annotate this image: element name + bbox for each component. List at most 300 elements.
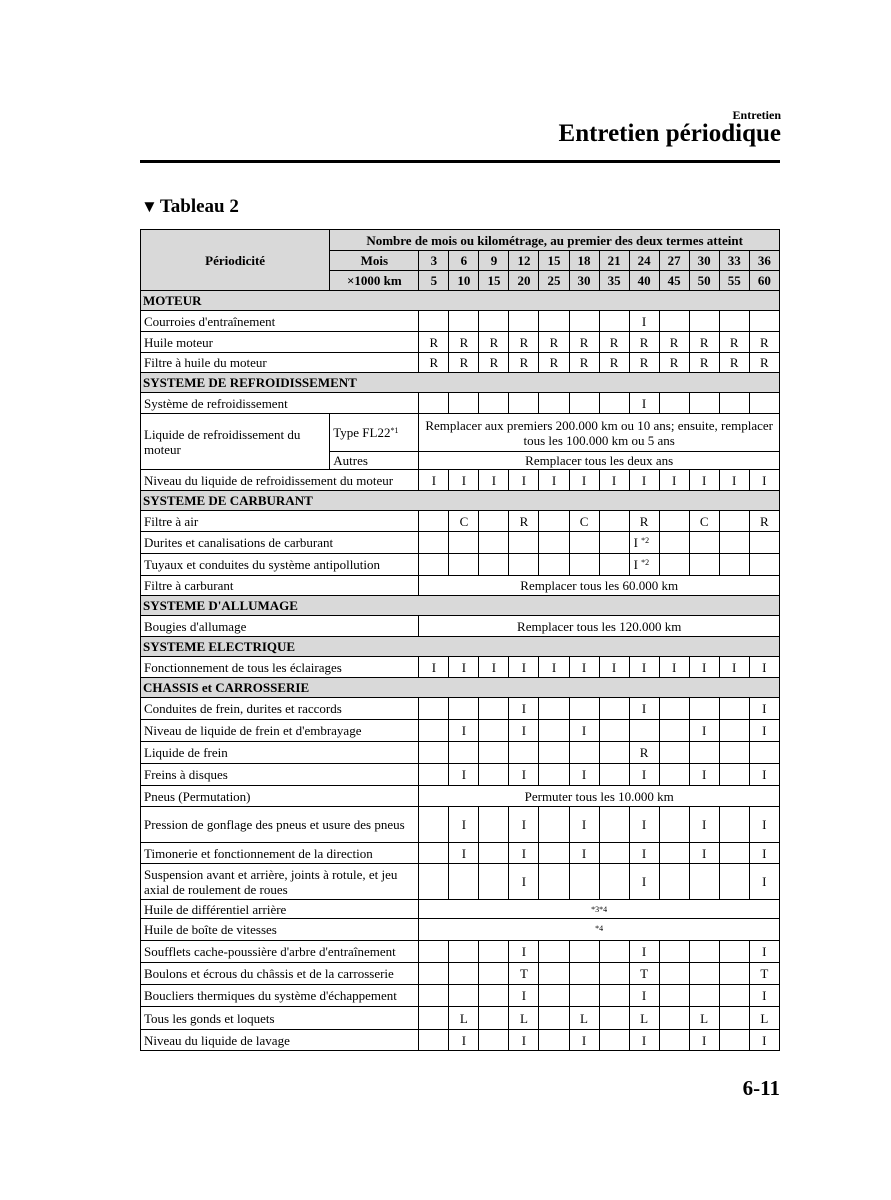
interval-cell bbox=[479, 532, 509, 554]
table-heading bbox=[141, 196, 239, 218]
interval-cell bbox=[479, 393, 509, 414]
interval-cell: I bbox=[629, 764, 659, 786]
interval-cell: R bbox=[449, 332, 479, 353]
table-row bbox=[141, 786, 780, 807]
interval-cell: I bbox=[749, 807, 779, 843]
months-label: Mois bbox=[330, 251, 419, 271]
page-title: Entretien périodique bbox=[558, 120, 781, 147]
interval-cell: I bbox=[509, 807, 539, 843]
interval-cell: R bbox=[509, 511, 539, 532]
interval-cell: R bbox=[629, 742, 659, 764]
maintenance-schedule-table bbox=[140, 229, 780, 1051]
interval-cell bbox=[479, 941, 509, 963]
item-label: Pression de gonflage des pneus et usure des pneus bbox=[141, 807, 419, 843]
interval-cell: L bbox=[569, 1007, 599, 1030]
interval-cell: L bbox=[689, 1007, 719, 1030]
interval-cell bbox=[569, 532, 599, 554]
interval-cell: I bbox=[719, 657, 749, 678]
interval-cell bbox=[479, 720, 509, 742]
interval-cell bbox=[719, 720, 749, 742]
interval-cell bbox=[419, 941, 449, 963]
item-label: Liquide de refroidissement du moteur bbox=[141, 414, 330, 470]
item-label: Niveau du liquide de refroidissement du moteur bbox=[141, 470, 419, 491]
interval-cell: I bbox=[449, 843, 479, 864]
interval-cell: L bbox=[749, 1007, 779, 1030]
interval-cell: I bbox=[689, 843, 719, 864]
interval-cell bbox=[599, 864, 629, 900]
interval-cell bbox=[659, 985, 689, 1007]
interval-cell: I bbox=[509, 470, 539, 491]
interval-cell bbox=[449, 941, 479, 963]
interval-cell: I bbox=[629, 311, 659, 332]
interval-cell bbox=[509, 742, 539, 764]
month-header: 12 bbox=[509, 251, 539, 271]
interval-text: Remplacer aux premiers 200.000 km ou 10 ans; ensuite, remplacer tous les 100.000 km ou 5 ans bbox=[419, 414, 780, 452]
interval-cell: I bbox=[629, 1030, 659, 1051]
month-header: 9 bbox=[479, 251, 509, 271]
km-header: 25 bbox=[539, 271, 569, 291]
interval-cell: I bbox=[569, 1030, 599, 1051]
interval-cell bbox=[539, 554, 569, 576]
interval-cell: I bbox=[629, 807, 659, 843]
km-header: 55 bbox=[719, 271, 749, 291]
interval-cell: I bbox=[539, 470, 569, 491]
interval-cell bbox=[599, 698, 629, 720]
interval-cell: R bbox=[659, 332, 689, 353]
interval-cell: T bbox=[749, 963, 779, 985]
interval-text: Remplacer tous les deux ans bbox=[419, 452, 780, 470]
km-header: 60 bbox=[749, 271, 779, 291]
interval-cell: L bbox=[449, 1007, 479, 1030]
interval-cell bbox=[449, 864, 479, 900]
interval-cell bbox=[539, 985, 569, 1007]
month-header: 36 bbox=[749, 251, 779, 271]
item-label: Soufflets cache-poussière d'arbre d'entraînement bbox=[141, 941, 419, 963]
page-number: 6-11 bbox=[742, 1076, 780, 1100]
interval-cell bbox=[719, 554, 749, 576]
interval-cell bbox=[539, 720, 569, 742]
item-label: Filtre à air bbox=[141, 511, 419, 532]
table-row bbox=[141, 698, 780, 720]
interval-cell: I bbox=[599, 470, 629, 491]
interval-cell: I bbox=[539, 657, 569, 678]
interval-cell: I bbox=[719, 470, 749, 491]
interval-cell bbox=[479, 1030, 509, 1051]
inspect-value: I bbox=[633, 557, 638, 572]
interval-cell: I bbox=[509, 764, 539, 786]
interval-cell bbox=[419, 311, 449, 332]
coolant-type-label: Type FL22 bbox=[333, 425, 391, 440]
interval-cell bbox=[719, 941, 749, 963]
interval-cell bbox=[479, 511, 509, 532]
interval-cell: R bbox=[569, 353, 599, 373]
interval-cell: I bbox=[749, 470, 779, 491]
interval-cell bbox=[659, 764, 689, 786]
interval-cell: I bbox=[479, 470, 509, 491]
interval-cell bbox=[599, 1007, 629, 1030]
interval-cell: I bbox=[749, 864, 779, 900]
interval-cell: I bbox=[749, 720, 779, 742]
interval-cell: I bbox=[749, 1030, 779, 1051]
item-label: Niveau du liquide de lavage bbox=[141, 1030, 419, 1051]
interval-cell: I bbox=[659, 470, 689, 491]
interval-cell bbox=[569, 311, 599, 332]
interval-cell bbox=[539, 742, 569, 764]
interval-cell: I bbox=[449, 470, 479, 491]
interval-cell bbox=[539, 532, 569, 554]
interval-cell bbox=[539, 941, 569, 963]
interval-cell bbox=[419, 864, 449, 900]
interval-cell bbox=[449, 554, 479, 576]
category-refroid: SYSTEME DE REFROIDISSEMENT bbox=[141, 373, 780, 393]
item-label: Pneus (Permutation) bbox=[141, 786, 419, 807]
footnote-ref: *2 bbox=[641, 558, 650, 567]
month-header: 27 bbox=[659, 251, 689, 271]
interval-cell bbox=[509, 311, 539, 332]
interval-cell bbox=[539, 764, 569, 786]
interval-cell: I bbox=[749, 843, 779, 864]
interval-cell bbox=[689, 742, 719, 764]
interval-cell bbox=[569, 698, 599, 720]
interval-cell bbox=[569, 864, 599, 900]
km-header: 30 bbox=[569, 271, 599, 291]
interval-cell: R bbox=[749, 511, 779, 532]
interval-cell: I bbox=[749, 764, 779, 786]
category-row bbox=[141, 678, 780, 698]
interval-cell bbox=[599, 1030, 629, 1051]
interval-cell bbox=[689, 963, 719, 985]
interval-cell bbox=[449, 985, 479, 1007]
interval-cell: I bbox=[569, 720, 599, 742]
interval-cell: I bbox=[569, 764, 599, 786]
interval-cell: I bbox=[689, 657, 719, 678]
interval-cell: R bbox=[419, 353, 449, 373]
interval-cell bbox=[479, 698, 509, 720]
interval-cell: I bbox=[449, 720, 479, 742]
interval-cell: I bbox=[689, 764, 719, 786]
interval-cell: R bbox=[599, 353, 629, 373]
interval-cell bbox=[629, 554, 659, 576]
table-row bbox=[141, 576, 780, 596]
table-row bbox=[141, 919, 780, 941]
item-label: Tous les gonds et loquets bbox=[141, 1007, 419, 1030]
table-row bbox=[141, 616, 780, 637]
interval-cell: I bbox=[479, 657, 509, 678]
interval-cell: I bbox=[509, 941, 539, 963]
interval-cell bbox=[449, 393, 479, 414]
interval-cell bbox=[659, 1030, 689, 1051]
interval-cell: I bbox=[689, 807, 719, 843]
interval-cell bbox=[539, 511, 569, 532]
interval-cell: I bbox=[569, 843, 599, 864]
interval-cell: I bbox=[689, 720, 719, 742]
interval-cell bbox=[659, 1007, 689, 1030]
interval-cell bbox=[449, 698, 479, 720]
month-header: 33 bbox=[719, 251, 749, 271]
table-row bbox=[141, 393, 780, 414]
interval-cell bbox=[569, 963, 599, 985]
interval-cell: I bbox=[749, 657, 779, 678]
interval-text: Remplacer tous les 60.000 km bbox=[419, 576, 780, 596]
table-row bbox=[141, 554, 780, 576]
interval-cell bbox=[659, 963, 689, 985]
interval-cell bbox=[539, 311, 569, 332]
interval-cell bbox=[419, 698, 449, 720]
interval-cell bbox=[629, 532, 659, 554]
interval-cell bbox=[719, 393, 749, 414]
running-header-section: Entretien bbox=[732, 108, 781, 122]
interval-cell: I bbox=[509, 1030, 539, 1051]
interval-cell: I bbox=[449, 807, 479, 843]
interval-cell: R bbox=[479, 332, 509, 353]
interval-cell: R bbox=[539, 353, 569, 373]
category-row bbox=[141, 373, 780, 393]
interval-cell bbox=[719, 742, 749, 764]
table-row bbox=[141, 532, 780, 554]
interval-cell bbox=[479, 554, 509, 576]
interval-cell bbox=[719, 532, 749, 554]
interval-cell bbox=[479, 311, 509, 332]
interval-cell bbox=[659, 720, 689, 742]
interval-cell bbox=[719, 807, 749, 843]
month-header: 24 bbox=[629, 251, 659, 271]
category-row bbox=[141, 491, 780, 511]
footnote-ref: *2 bbox=[641, 536, 650, 545]
km-header: 40 bbox=[629, 271, 659, 291]
item-label: Courroies d'entraînement bbox=[141, 311, 419, 332]
km-header: 5 bbox=[419, 271, 449, 291]
interval-cell bbox=[659, 698, 689, 720]
interval-cell: R bbox=[719, 353, 749, 373]
interval-cell bbox=[689, 985, 719, 1007]
interval-cell bbox=[479, 807, 509, 843]
interval-cell bbox=[569, 941, 599, 963]
interval-cell: I bbox=[629, 393, 659, 414]
interval-cell bbox=[689, 698, 719, 720]
category-carburant: SYSTEME DE CARBURANT bbox=[141, 491, 780, 511]
interval-cell: I bbox=[449, 657, 479, 678]
item-label: Huile de différentiel arrière bbox=[141, 900, 419, 919]
category-row bbox=[141, 637, 780, 657]
interval-cell: I bbox=[509, 843, 539, 864]
interval-cell: C bbox=[569, 511, 599, 532]
interval-cell: I bbox=[689, 470, 719, 491]
table-row bbox=[141, 843, 780, 864]
interval-cell: I bbox=[569, 657, 599, 678]
interval-cell bbox=[749, 532, 779, 554]
table-row bbox=[141, 511, 780, 532]
interval-cell bbox=[599, 963, 629, 985]
item-label: Boucliers thermiques du système d'échappement bbox=[141, 985, 419, 1007]
item-label: Durites et canalisations de carburant bbox=[141, 532, 419, 554]
interval-cell bbox=[689, 532, 719, 554]
item-label: Huile moteur bbox=[141, 332, 419, 353]
interval-cell bbox=[749, 311, 779, 332]
interval-cell: I bbox=[629, 985, 659, 1007]
km-header: 35 bbox=[599, 271, 629, 291]
interval-cell bbox=[719, 764, 749, 786]
interval-text: Permuter tous les 10.000 km bbox=[419, 786, 780, 807]
interval-cell: R bbox=[629, 511, 659, 532]
table-row bbox=[141, 1030, 780, 1051]
interval-cell: I bbox=[569, 807, 599, 843]
footnote-ref: *1 bbox=[390, 426, 399, 435]
interval-cell: R bbox=[419, 332, 449, 353]
interval-note bbox=[419, 919, 780, 941]
interval-cell bbox=[569, 554, 599, 576]
triangle-down-icon: ▼ bbox=[141, 197, 158, 216]
interval-cell bbox=[749, 554, 779, 576]
interval-cell bbox=[479, 864, 509, 900]
interval-cell: R bbox=[659, 353, 689, 373]
interval-cell bbox=[659, 311, 689, 332]
category-electrique: SYSTEME ELECTRIQUE bbox=[141, 637, 780, 657]
interval-cell bbox=[539, 698, 569, 720]
interval-cell bbox=[419, 532, 449, 554]
interval-cell bbox=[719, 843, 749, 864]
item-label: Filtre à huile du moteur bbox=[141, 353, 419, 373]
interval-cell bbox=[659, 393, 689, 414]
table-heading-text: Tableau 2 bbox=[159, 196, 239, 217]
interval-cell: R bbox=[749, 353, 779, 373]
month-header: 6 bbox=[449, 251, 479, 271]
table-row bbox=[141, 864, 780, 900]
interval-cell bbox=[719, 864, 749, 900]
interval-cell bbox=[569, 985, 599, 1007]
interval-cell: R bbox=[569, 332, 599, 353]
interval-cell bbox=[449, 742, 479, 764]
interval-cell bbox=[449, 963, 479, 985]
category-chassis: CHASSIS et CARROSSERIE bbox=[141, 678, 780, 698]
periodicity-header: Périodicité bbox=[141, 230, 330, 291]
interval-cell bbox=[599, 393, 629, 414]
interval-cell: R bbox=[689, 332, 719, 353]
interval-cell: I bbox=[509, 985, 539, 1007]
interval-cell bbox=[419, 963, 449, 985]
interval-cell: I bbox=[629, 657, 659, 678]
interval-cell bbox=[449, 532, 479, 554]
km-header: 20 bbox=[509, 271, 539, 291]
table-row bbox=[141, 807, 780, 843]
item-label: Huile de boîte de vitesses bbox=[141, 919, 419, 941]
interval-cell bbox=[719, 698, 749, 720]
interval-cell bbox=[539, 1007, 569, 1030]
interval-cell: I bbox=[629, 864, 659, 900]
km-header: 15 bbox=[479, 271, 509, 291]
interval-cell bbox=[659, 864, 689, 900]
interval-cell: R bbox=[689, 353, 719, 373]
table-row bbox=[141, 720, 780, 742]
interval-cell: I bbox=[569, 470, 599, 491]
item-label: Liquide de frein bbox=[141, 742, 419, 764]
interval-cell: L bbox=[509, 1007, 539, 1030]
interval-cell: C bbox=[449, 511, 479, 532]
interval-cell: I bbox=[419, 470, 449, 491]
interval-cell bbox=[719, 1030, 749, 1051]
interval-cell bbox=[749, 742, 779, 764]
table-row bbox=[141, 311, 780, 332]
coolant-type-other: Autres bbox=[330, 452, 419, 470]
category-row bbox=[141, 291, 780, 311]
interval-cell bbox=[659, 742, 689, 764]
interval-cell: I bbox=[509, 698, 539, 720]
table-row bbox=[141, 470, 780, 491]
footnote-ref: *4 bbox=[595, 924, 604, 933]
interval-cell: I bbox=[449, 764, 479, 786]
interval-cell: R bbox=[509, 332, 539, 353]
item-label: Système de refroidissement bbox=[141, 393, 419, 414]
item-label: Suspension avant et arrière, joints à rotule, et jeu axial de roulement de roues bbox=[141, 864, 419, 900]
interval-cell bbox=[599, 742, 629, 764]
category-moteur: MOTEUR bbox=[141, 291, 780, 311]
interval-cell: R bbox=[539, 332, 569, 353]
interval-cell: R bbox=[719, 332, 749, 353]
interval-cell bbox=[659, 843, 689, 864]
interval-cell: T bbox=[509, 963, 539, 985]
table-row bbox=[141, 332, 780, 353]
km-label: ×1000 km bbox=[330, 271, 419, 291]
interval-cell: I bbox=[419, 657, 449, 678]
interval-cell bbox=[419, 511, 449, 532]
interval-cell bbox=[479, 764, 509, 786]
item-label: Timonerie et fonctionnement de la direction bbox=[141, 843, 419, 864]
interval-cell bbox=[689, 311, 719, 332]
coolant-type-fl22 bbox=[330, 414, 419, 452]
month-header: 21 bbox=[599, 251, 629, 271]
header-rule bbox=[140, 160, 780, 163]
interval-cell bbox=[419, 1030, 449, 1051]
table-row bbox=[141, 657, 780, 678]
month-header: 15 bbox=[539, 251, 569, 271]
interval-cell bbox=[719, 985, 749, 1007]
interval-cell bbox=[479, 963, 509, 985]
interval-cell bbox=[569, 393, 599, 414]
table-row bbox=[141, 764, 780, 786]
interval-cell bbox=[419, 554, 449, 576]
interval-cell: I bbox=[629, 470, 659, 491]
item-label: Boulons et écrous du châssis et de la carrosserie bbox=[141, 963, 419, 985]
interval-cell bbox=[539, 393, 569, 414]
interval-cell: I bbox=[749, 985, 779, 1007]
interval-cell bbox=[599, 311, 629, 332]
interval-cell bbox=[689, 393, 719, 414]
interval-cell bbox=[719, 963, 749, 985]
km-header: 45 bbox=[659, 271, 689, 291]
interval-cell bbox=[689, 554, 719, 576]
interval-cell: I bbox=[509, 864, 539, 900]
month-header: 3 bbox=[419, 251, 449, 271]
interval-text: Remplacer tous les 120.000 km bbox=[419, 616, 780, 637]
interval-cell bbox=[719, 311, 749, 332]
interval-cell: L bbox=[629, 1007, 659, 1030]
month-header: 30 bbox=[689, 251, 719, 271]
interval-cell bbox=[659, 554, 689, 576]
interval-cell bbox=[539, 843, 569, 864]
interval-cell bbox=[539, 963, 569, 985]
table-row bbox=[141, 414, 780, 452]
interval-cell bbox=[479, 985, 509, 1007]
interval-cell bbox=[659, 941, 689, 963]
interval-cell bbox=[479, 742, 509, 764]
interval-cell bbox=[689, 864, 719, 900]
category-row bbox=[141, 596, 780, 616]
interval-cell bbox=[419, 393, 449, 414]
interval-cell bbox=[539, 807, 569, 843]
interval-cell bbox=[659, 511, 689, 532]
interval-note bbox=[419, 900, 780, 919]
item-label: Bougies d'allumage bbox=[141, 616, 419, 637]
interval-cell: I bbox=[659, 657, 689, 678]
